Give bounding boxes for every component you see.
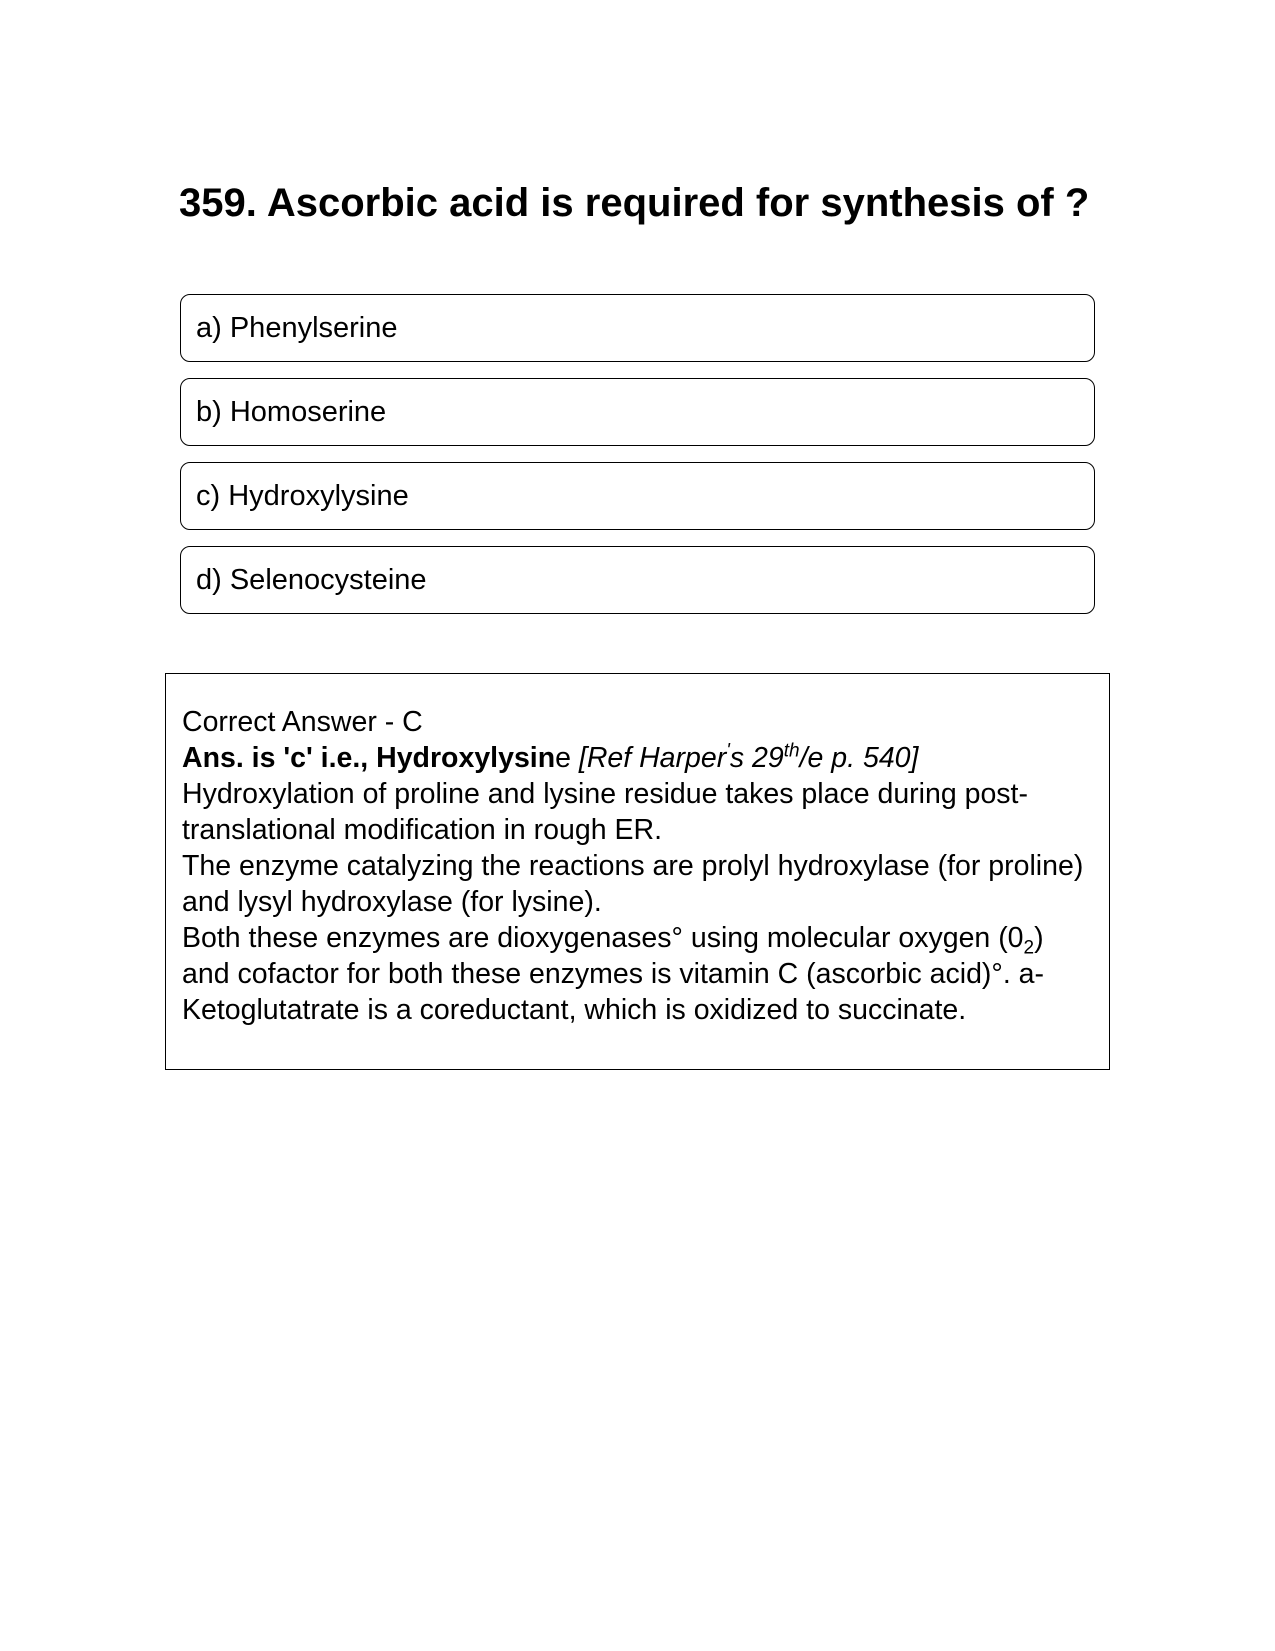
question-text: Ascorbic acid is required for synthesis of ? — [266, 181, 1090, 225]
explanation-paragraph-1: Hydroxylation of proline and lysine residue takes place during post-translational modification in rough ER. — [182, 778, 1028, 846]
reference-superscript: th — [783, 740, 800, 762]
answer-reference-line — [182, 740, 1093, 776]
option-c[interactable] — [180, 462, 1095, 530]
reference-prefix: [Ref Harper — [578, 742, 727, 774]
reference-edition: s 29 — [729, 742, 784, 774]
option-c-label: c) Hydroxylysine — [196, 479, 409, 512]
question-heading — [179, 178, 1109, 228]
reference-citation — [579, 742, 919, 774]
reference-suffix: /e p. 540] — [799, 742, 919, 774]
answer-tail-text: e — [555, 742, 579, 774]
explanation-p3-before: Both these enzymes are dioxygenases° using molecular oxygen (0 — [182, 922, 1024, 954]
correct-answer-line: Correct Answer - C — [182, 706, 423, 738]
answer-bold-text: Ans. is 'c' i.e., Hydroxylysin — [182, 742, 556, 774]
option-b[interactable] — [180, 378, 1095, 446]
reference-apostrophe: ' — [726, 740, 730, 762]
answer-explanation-box — [165, 673, 1110, 1070]
option-a-label: a) Phenylserine — [196, 311, 398, 344]
explanation-p3-after: ) and cofactor for both these enzymes is vitamin C (ascorbic acid)°. a-Ketoglutatrate is a coreductant, which is oxidized to succinate. — [182, 922, 1044, 1026]
option-b-label: b) Homoserine — [196, 395, 387, 428]
option-d[interactable] — [180, 546, 1095, 614]
explanation-paragraph-2: The enzyme catalyzing the reactions are prolyl hydroxylase (for proline) and lysyl hydroxylase (for lysine). — [182, 850, 1084, 918]
option-a[interactable] — [180, 294, 1095, 362]
option-d-label: d) Selenocysteine — [196, 563, 427, 596]
options-list — [180, 294, 1095, 630]
question-number: 359. — [179, 181, 257, 225]
explanation-paragraph-3 — [182, 920, 1093, 1028]
oxygen-subscript: 2 — [1023, 937, 1035, 959]
